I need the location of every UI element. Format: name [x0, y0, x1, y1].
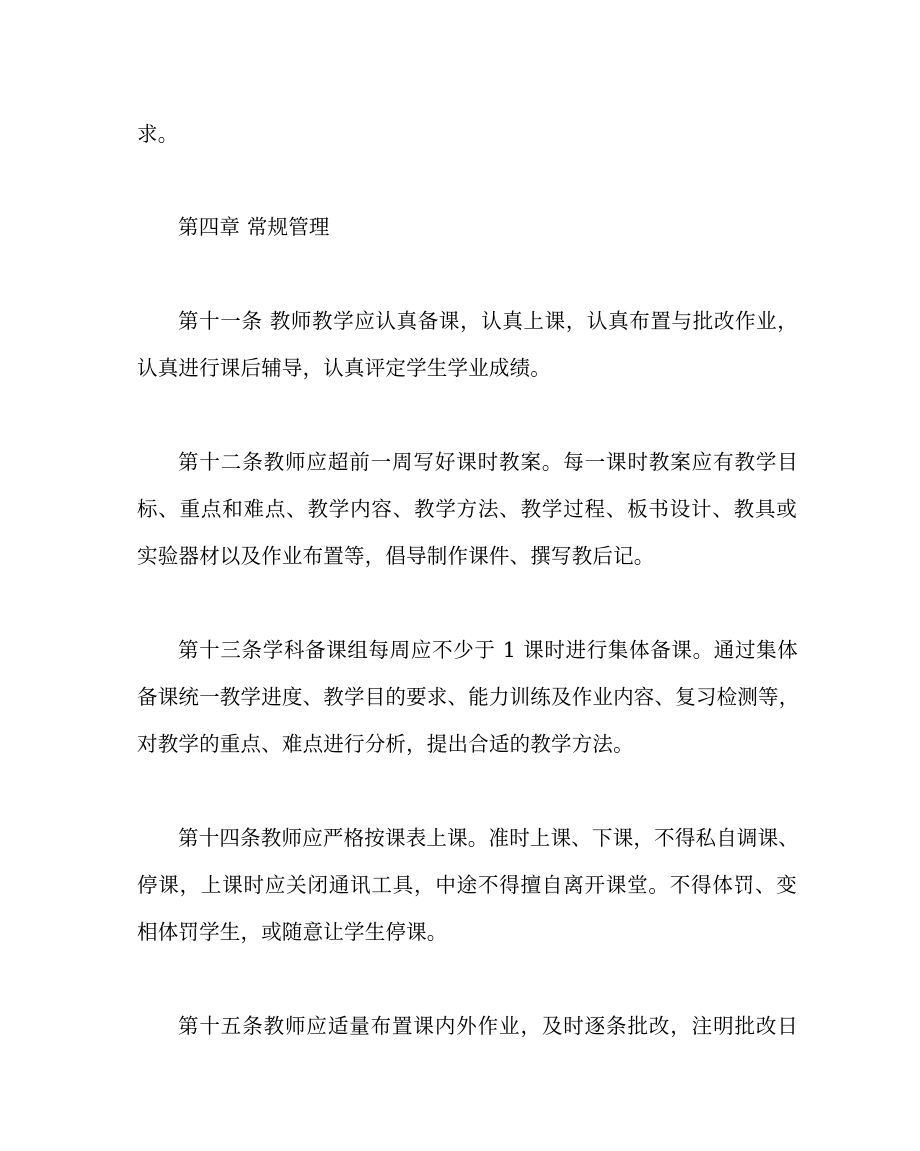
article-12-line-2: 标、重点和难点、教学内容、教学方法、教学过程、板书设计、教具或 [137, 497, 797, 521]
article-14-line-1: 第十四条教师应严格按课表上课。准时上课、下课，不得私自调课、 [178, 826, 799, 850]
chapter-heading: 第四章 常规管理 [178, 215, 330, 239]
article-12-line-1: 第十二条教师应超前一周写好课时教案。每一课时教案应有教学目 [178, 450, 798, 474]
article-13-line-3: 对教学的重点、难点进行分析，提出合适的教学方法。 [137, 732, 634, 756]
article-12-line-3: 实验器材以及作业布置等，倡导制作课件、撰写教后记。 [137, 544, 655, 568]
article-13-line-2: 备课统一教学进度、教学目的要求、能力训练及作业内容、复习检测等， [137, 685, 800, 709]
article-15-line-1: 第十五条教师应适量布置课内外作业，及时逐条批改，注明批改日 [178, 1014, 798, 1038]
article-11-line-1: 第十一条 教师教学应认真备课，认真上课，认真布置与批改作业， [178, 309, 798, 333]
article-14-line-2: 停课，上课时应关闭通讯工具，中途不得擅自离开课堂。不得体罚、变 [137, 873, 797, 897]
article-11-line-2: 认真进行课后辅导，认真评定学生学业成绩。 [137, 356, 551, 380]
article-13-line-1: 第十三条学科备课组每周应不少于 1 课时进行集体备课。通过集体 [178, 638, 798, 662]
continuation-text: 求。 [137, 122, 179, 146]
article-14-line-3: 相体罚学生，或随意让学生停课。 [137, 920, 448, 944]
